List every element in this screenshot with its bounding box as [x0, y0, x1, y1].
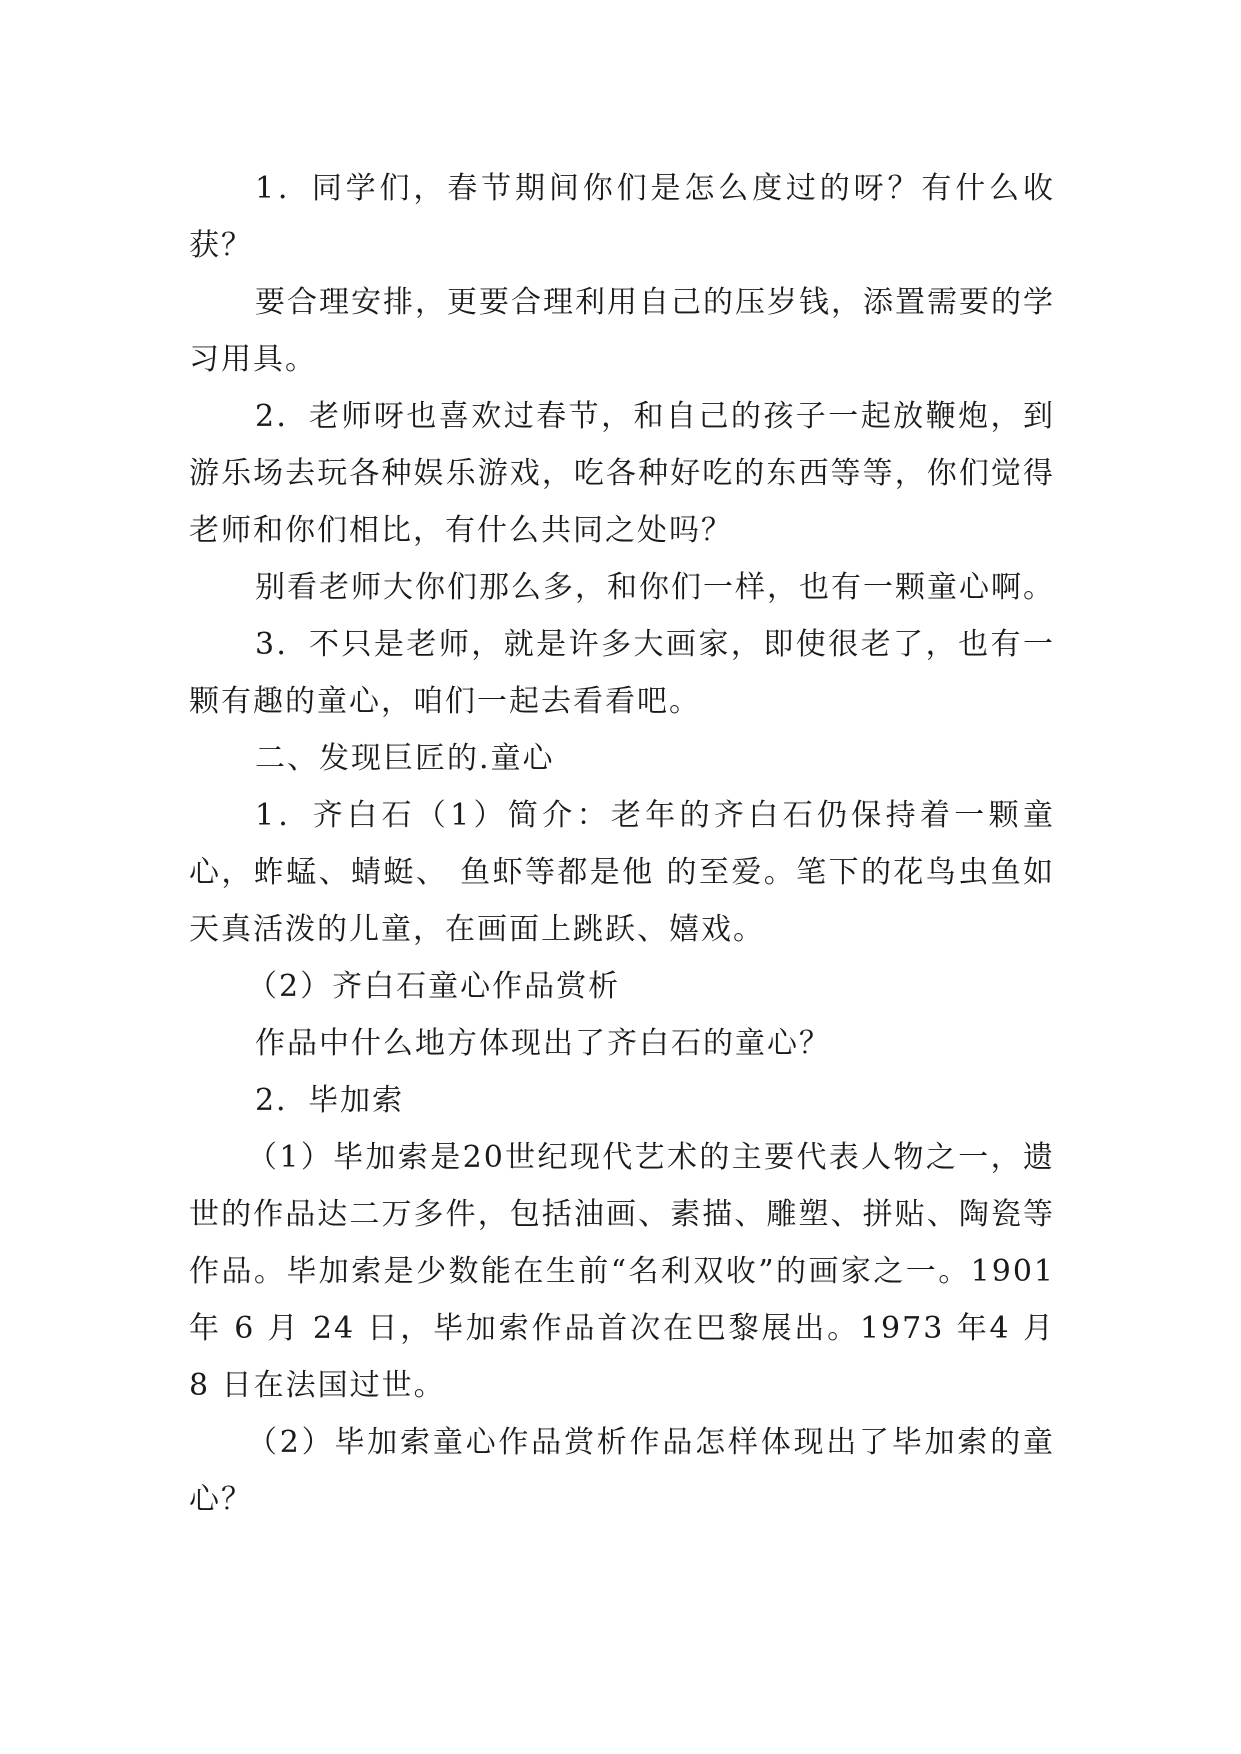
paragraph-childlike-heart: 别看老师大你们那么多，和你们一样，也有一颗童心啊。: [255, 570, 1055, 605]
paragraph-qi-baishi-appreciation: （2）齐白石童心作品赏析: [247, 969, 621, 1004]
paragraph-great-painters: 3．不只是老师，就是许多大画家，即使很老了，也有一颗有趣的童心，咱们一起去看看吧。: [189, 627, 1055, 719]
document-body: [189, 160, 1055, 1528]
paragraph-picasso-heading: 2．毕加索: [255, 1083, 405, 1118]
paragraph-lucky-money: 要合理安排，更要合理利用自己的压岁钱，添置需要的学习用具。: [189, 285, 1055, 377]
paragraph-qi-baishi-intro: 1．齐白石（1）简介：老年的齐白石仍保持着一颗童心，蚱蜢、蜻蜓、 鱼虾等都是他 的至爱。笔下的花鸟虫鱼如天真活泼的儿童，在画面上跳跃、嬉戏。: [189, 798, 1055, 947]
paragraph-teacher-spring-festival: 2．老师呀也喜欢过春节，和自己的孩子一起放鞭炮，到游乐场去玩各种娱乐游戏，吃各种好吃的东西等等，你们觉得老师和你们相比，有什么共同之处吗？: [189, 399, 1055, 548]
section-heading-masters: 二、发现巨匠的.童心: [255, 741, 555, 776]
paragraph-picasso-appreciation: （2）毕加索童心作品赏析作品怎样体现出了毕加索的童心？: [189, 1425, 1055, 1517]
paragraph-picasso-intro: （1）毕加索是20世纪现代艺术的主要代表人物之一，遗世的作品达二万多件，包括油画、素描、雕塑、拼贴、陶瓷等作品。毕加索是少数能在生前“名利双收”的画家之一。1901 年 6 月 24 日，毕加索作品首次在巴黎展出。1973 年4 月 8 日在法国过世。: [189, 1140, 1055, 1403]
paragraph-spring-festival-question: 1．同学们，春节期间你们是怎么度过的呀？有什么收获？: [189, 171, 1055, 263]
paragraph-qi-baishi-question: 作品中什么地方体现出了齐白石的童心？: [255, 1026, 831, 1061]
